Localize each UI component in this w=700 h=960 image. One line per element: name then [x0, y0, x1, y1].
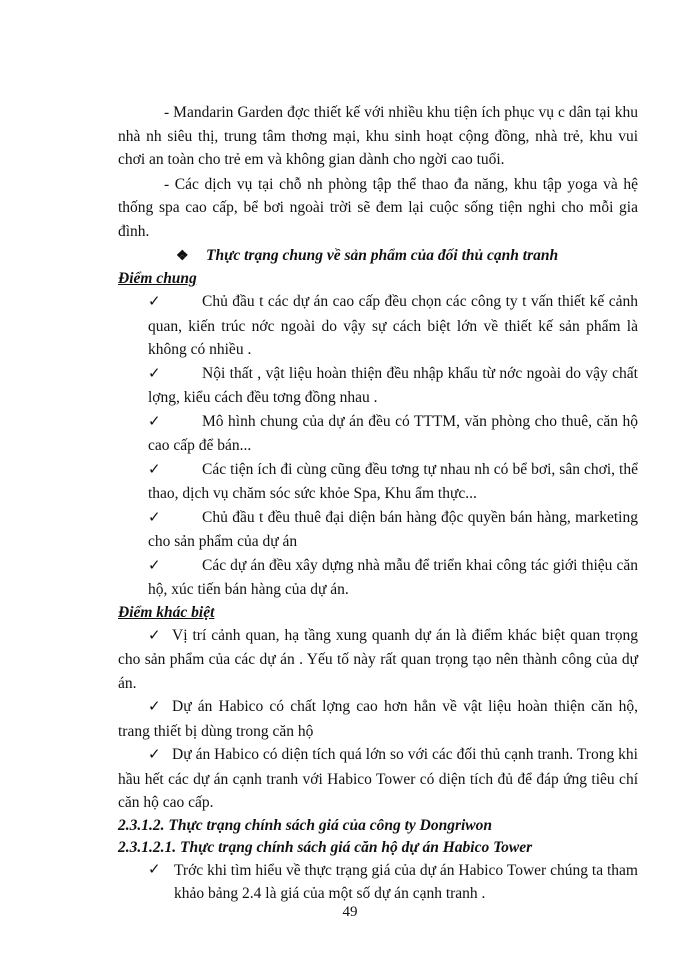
common-item-text: Nội thất , vật liệu hoàn thiện đều nhập khẩu từ nớc ngoài do vậy chất lợng, kiểu cách đều tơng đồng nhau .: [148, 364, 638, 406]
price-intro-item: [118, 859, 638, 906]
difference-item-text: Dự án Habico có chất lợng cao hơn hẳn về vật liệu hoàn thiện căn hộ, trang thiết bị dùng trong căn hộ: [118, 698, 638, 740]
difference-item: [118, 695, 638, 743]
check-icon: ✓: [148, 557, 161, 574]
difference-item-text: Dự án Habico có diện tích quá lớn so với các đối thủ cạnh tranh. Trong khi hầu hết các dự án cạnh tranh với Habico Tower có diện tích đủ để đáp ứng tiêu chí căn hộ cao cấp.: [118, 746, 638, 811]
check-icon: ✓: [148, 509, 161, 526]
page-number: 49: [342, 904, 358, 920]
difference-points-title: Điểm khác biệt: [118, 603, 215, 621]
difference-item: [118, 743, 638, 815]
section-heading-2-3-1-2: 2.3.1.2. Thực trạng chính sách giá của công ty Dongriwon: [118, 816, 493, 834]
common-item: [118, 290, 638, 362]
paragraph-services: - Các dịch vụ tại chỗ nh phòng tập thể thao đa năng, khu tập yoga và hệ thống spa cao cấp, bể bơi ngoài trời sẽ đem lại cuộc sống tiện nghi cho mỗi gia đình.: [118, 175, 638, 240]
diamond-bullet-icon: ❖: [176, 249, 189, 264]
check-icon: ✓: [148, 627, 161, 644]
common-item-text: Chủ đầu t các dự án cao cấp đều chọn các công ty t vấn thiết kế cảnh quan, kiến trúc nớc ngoài do vậy sự cách biệt lớn về thiết kế sản phẩm là không có nhiều .: [148, 293, 638, 358]
common-item: [118, 362, 638, 410]
common-item: [118, 506, 638, 554]
paragraph-mandarin-garden: - Mandarin Garden đợc thiết kế với nhiều khu tiện ích phục vụ c dân tại khu nhà nh siêu thị, trung tâm thơng mại, khu sinh hoạt cộng đồng, nhà trẻ, khu vui chơi an toàn cho trẻ em và không gian dành cho ngời cao tuổi.: [118, 104, 638, 168]
common-item-text: Các dự án đều xây dựng nhà mẫu để triển khai công tác giới thiệu căn hộ, xúc tiến bán hàng của dự án.: [148, 556, 638, 598]
common-item: [118, 554, 638, 602]
common-points-title: Điểm chung: [118, 270, 197, 287]
check-icon: ✓: [148, 413, 161, 430]
check-icon: ✓: [148, 747, 161, 763]
common-item-text: Mô hình chung của dự án đều có TTTM, văn phòng cho thuê, căn hộ cao cấp để bán...: [148, 412, 638, 454]
difference-item-text: Vị trí cảnh quan, hạ tầng xung quanh dự án là điểm khác biệt quan trọng cho sản phẩm của các dự án . Yếu tố này rất quan trọng tạo nên thành công của dự án.: [118, 626, 638, 692]
section-heading-2-3-1-2-1: 2.3.1.2.1. Thực trạng chính sách giá căn hộ dự án Habico Tower: [118, 838, 533, 856]
common-item: [118, 410, 638, 458]
check-icon: ✓: [148, 861, 161, 878]
check-icon: ✓: [148, 294, 161, 310]
difference-item: [118, 624, 638, 696]
competitor-heading: [118, 244, 638, 268]
price-intro-text: Trớc khi tìm hiểu về thực trạng giá của dự án Habico Tower chúng ta tham khảo bảng 2.4 là giá của một số dự án cạnh tranh .: [174, 861, 638, 902]
competitor-heading-text: Thực trạng chung về sản phẩm của đối thủ cạnh tranh: [206, 247, 559, 264]
check-icon: ✓: [148, 365, 161, 382]
check-icon: ✓: [148, 461, 161, 478]
document-body: [118, 101, 638, 906]
common-item-text: Các tiện ích đi cùng cũng đều tơng tự nhau nh có bể bơi, sân chơi, thể thao, dịch vụ chăm sóc sức khỏe Spa, Khu ẩm thực...: [148, 460, 638, 502]
check-icon: ✓: [148, 699, 161, 715]
common-item-text: Chủ đầu t đều thuê đại diện bán hàng độc quyền bán hàng, marketing cho sản phẩm của dự án: [148, 508, 638, 550]
common-item: [118, 458, 638, 506]
